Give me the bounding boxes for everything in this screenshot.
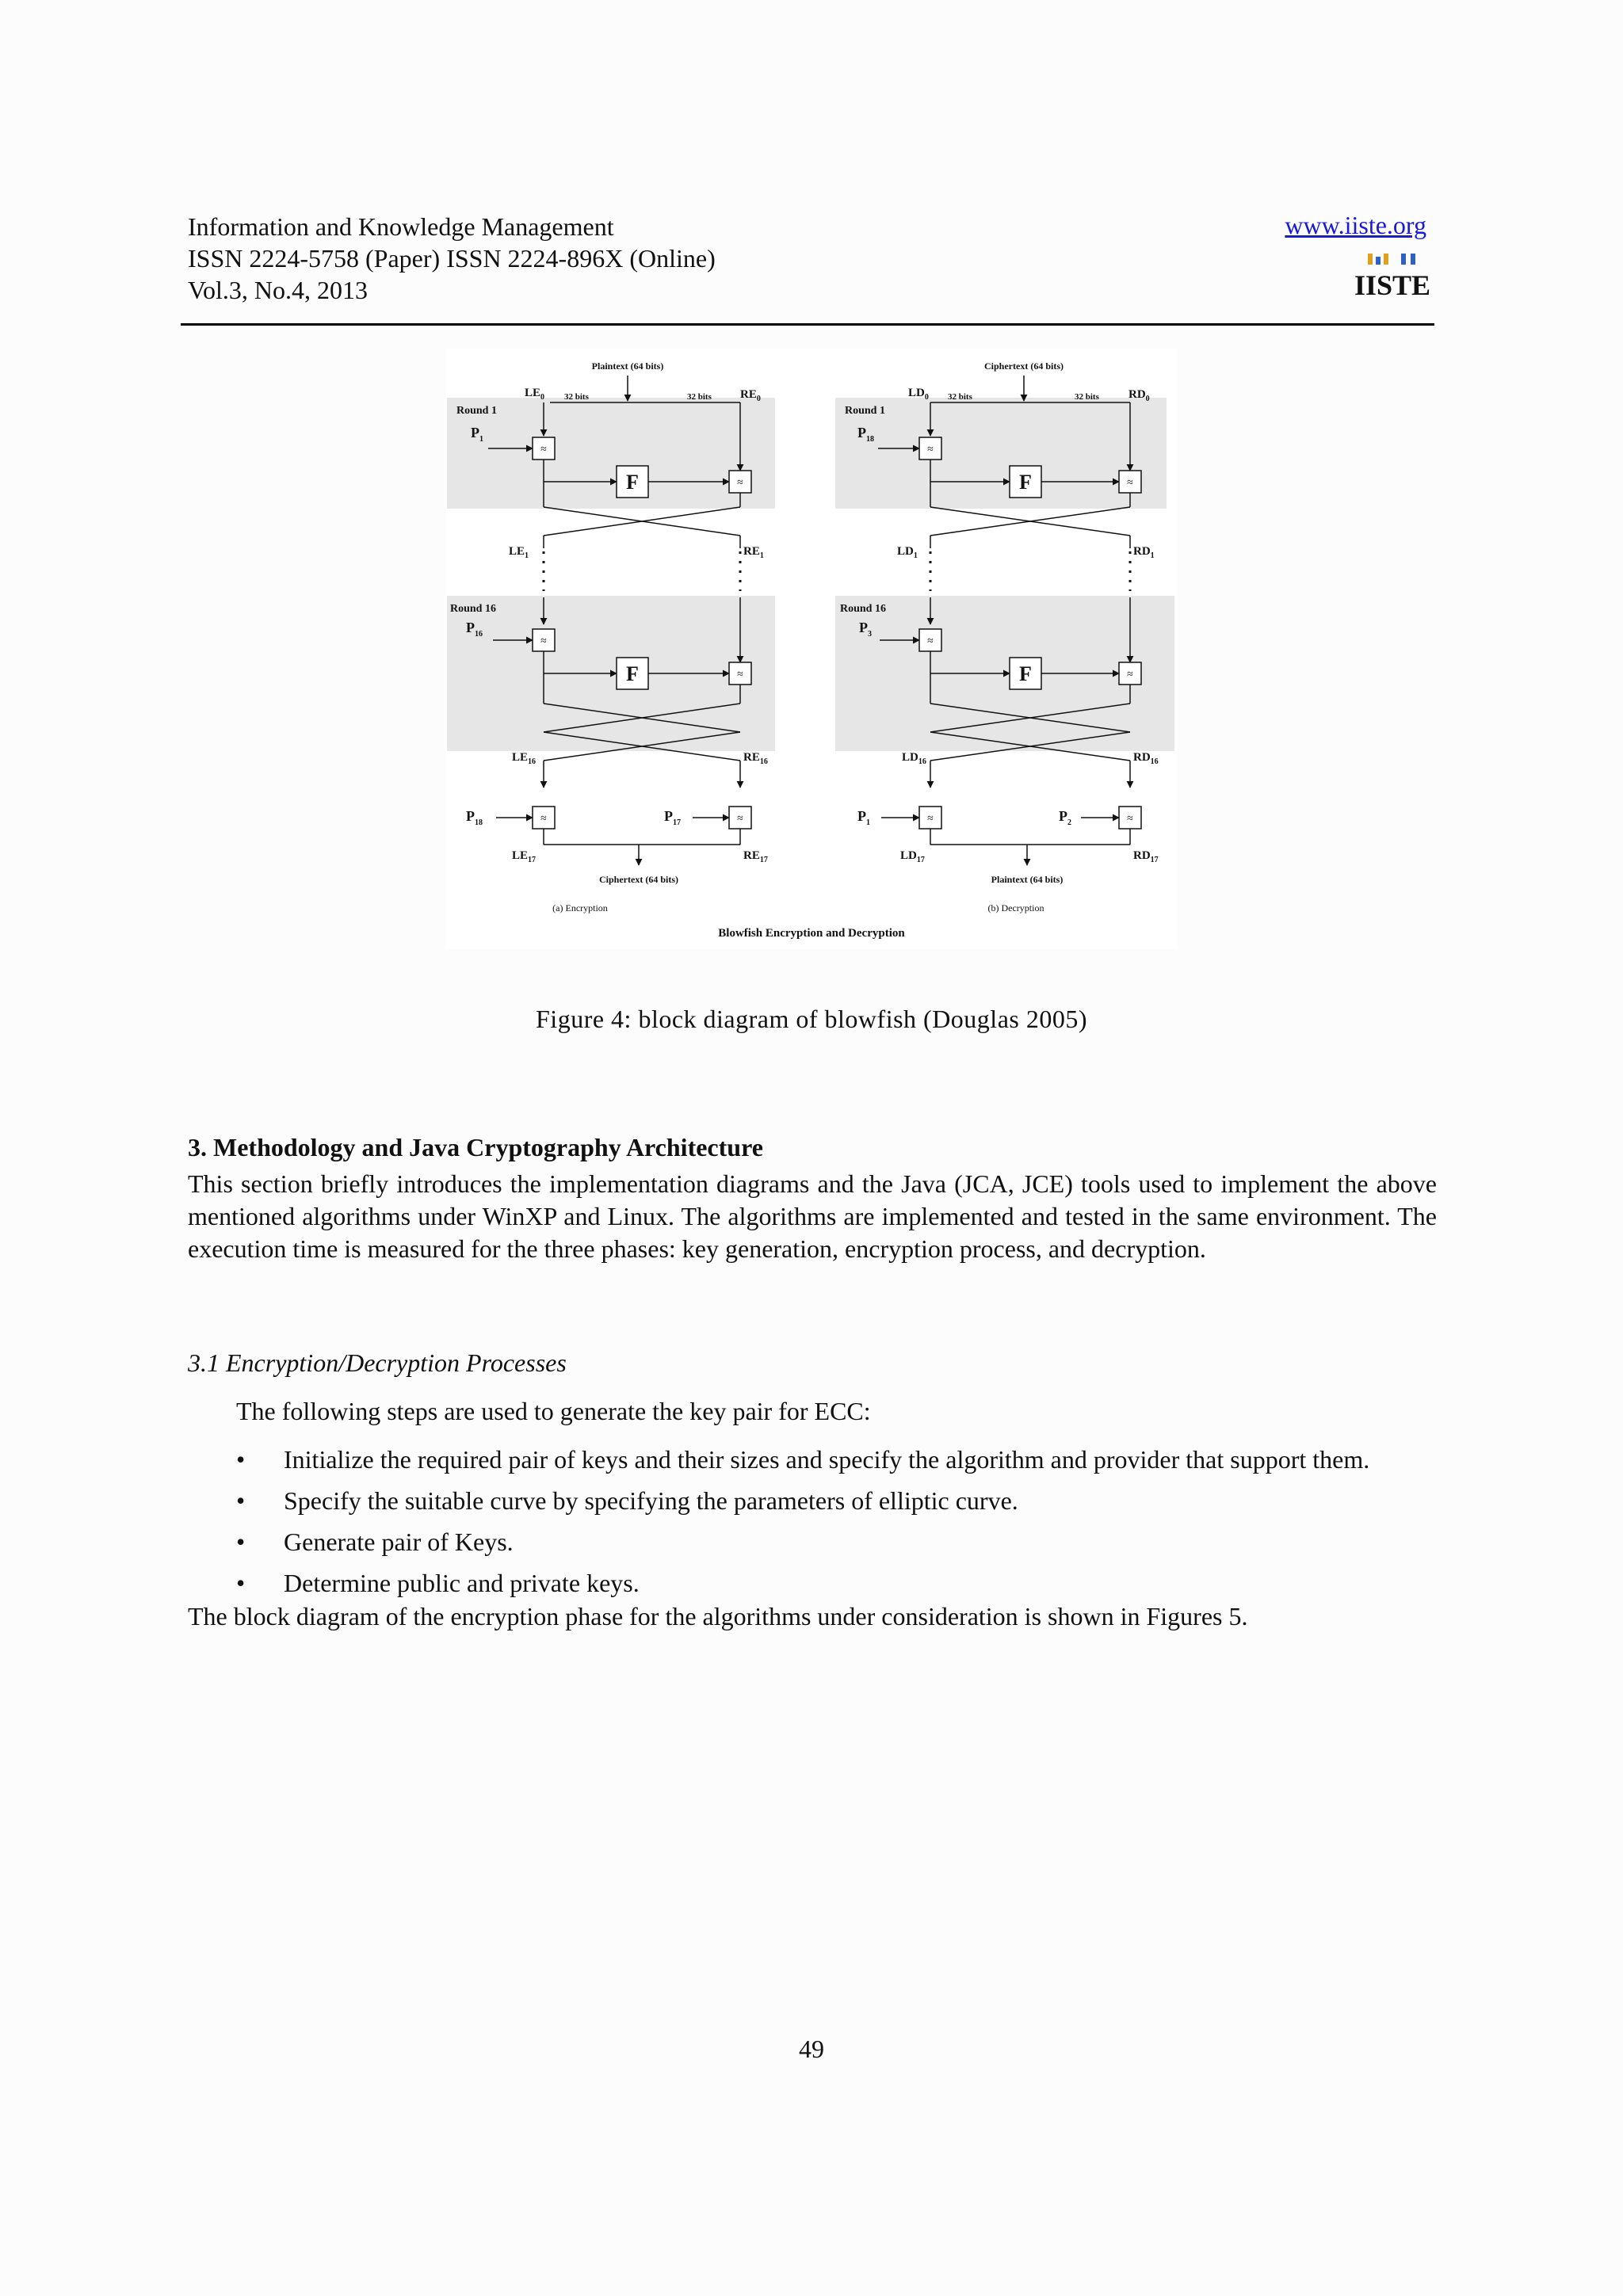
closing-sentence: The block diagram of the encryption phase for the algorithms under consideration is shown in Figures 5. bbox=[188, 1602, 1248, 1630]
list-item-text: Specify the suitable curve by specifying the parameters of elliptic curve. bbox=[284, 1486, 1018, 1515]
enc-xor-4-sym: ≈ bbox=[737, 669, 743, 681]
journal-url-link[interactable]: www.iiste.org bbox=[1285, 211, 1426, 239]
dec-out-right: $RD_{17}$ bbox=[1133, 849, 1159, 864]
logo-text: IISTE bbox=[1354, 269, 1431, 301]
dec-f-label-1: F bbox=[1019, 471, 1032, 494]
enc-xor-6-sym: ≈ bbox=[737, 813, 743, 825]
enc-r1-right: $RE_1$ bbox=[743, 545, 764, 560]
dec-xor-5-sym: ≈ bbox=[927, 813, 934, 825]
dec-top-right: $RD_0$ bbox=[1128, 388, 1150, 403]
enc-r1-left: $LE_1$ bbox=[509, 545, 529, 560]
subsection-heading: 3.1 Encryption/Decryption Processes bbox=[188, 1348, 567, 1377]
dec-r1-right: $RD_1$ bbox=[1133, 545, 1155, 560]
enc-r16-left: $LE_{16}$ bbox=[512, 751, 537, 766]
dec-xor-1-sym: ≈ bbox=[927, 444, 934, 456]
enc-out-left: $LE_{17}$ bbox=[512, 849, 537, 864]
dec-xor-3-sym: ≈ bbox=[927, 635, 934, 647]
dec-r16-right: $RD_{16}$ bbox=[1133, 751, 1159, 766]
enc-input-label: Plaintext (64 bits) bbox=[591, 360, 664, 372]
dec-out-left: $LD_{17}$ bbox=[900, 849, 925, 864]
enc-top-right: $RE_0$ bbox=[740, 388, 761, 403]
journal-title: Information and Knowledge Management bbox=[188, 212, 614, 241]
enc-key-round1: $P_1$ bbox=[471, 425, 483, 444]
enc-key-final-left: $P_{18}$ bbox=[466, 808, 483, 827]
dec-output-label: Plaintext (64 bits) bbox=[991, 874, 1064, 885]
section-heading: 3. Methodology and Java Cryptography Architecture bbox=[188, 1133, 763, 1161]
dec-xor-6-sym: ≈ bbox=[1127, 813, 1133, 825]
enc-key-final-right: $P_{17}$ bbox=[664, 808, 681, 827]
steps-intro: The following steps are used to generate the key pair for ECC: bbox=[236, 1397, 871, 1425]
dec-bits-right: 32 bits bbox=[1075, 392, 1099, 402]
dec-round1-label: Round 1 bbox=[845, 405, 885, 417]
header-rule bbox=[181, 323, 1434, 326]
enc-panel-label: (a) Encryption bbox=[552, 902, 608, 913]
bullet-icon: • bbox=[236, 1486, 246, 1515]
enc-r16-right: $RE_{16}$ bbox=[743, 751, 768, 766]
dec-key-final-left: $P_1$ bbox=[857, 808, 870, 827]
enc-round1-label: Round 1 bbox=[456, 405, 497, 417]
volume-line: Vol.3, No.4, 2013 bbox=[188, 276, 368, 304]
dec-round16-label: Round 16 bbox=[840, 603, 886, 615]
enc-xor-3-sym: ≈ bbox=[540, 635, 547, 647]
enc-round16-label: Round 16 bbox=[450, 603, 496, 615]
bullet-icon: • bbox=[236, 1569, 246, 1597]
enc-out-right: $RE_{17}$ bbox=[743, 849, 768, 864]
dec-key-final-right: $P_2$ bbox=[1059, 808, 1071, 827]
dec-r1-left: $LD_1$ bbox=[897, 545, 918, 560]
iiste-logo bbox=[1354, 250, 1431, 303]
dec-input-label: Ciphertext (64 bits) bbox=[984, 360, 1064, 372]
list-item-text: Generate pair of Keys. bbox=[284, 1527, 514, 1556]
page-number: 49 bbox=[799, 2035, 824, 2063]
dec-f-label-16: F bbox=[1019, 662, 1032, 685]
dec-panel-label: (b) Decryption bbox=[987, 902, 1044, 913]
logo-bar-4 bbox=[1401, 254, 1406, 265]
enc-f-label-16: F bbox=[626, 662, 639, 685]
list-item-text: Determine public and private keys. bbox=[284, 1569, 640, 1597]
dec-top-left: $LD_0$ bbox=[908, 387, 929, 402]
bullet-icon: • bbox=[236, 1445, 246, 1474]
figure-inner-title: Blowfish Encryption and Decryption bbox=[718, 927, 905, 940]
enc-output-label: Ciphertext (64 bits) bbox=[599, 874, 678, 885]
enc-xor-5-sym: ≈ bbox=[540, 813, 547, 825]
dec-xor-4-sym: ≈ bbox=[1127, 669, 1133, 681]
enc-top-left: $LE_0$ bbox=[525, 387, 545, 402]
dec-key-round1: $P_{18}$ bbox=[857, 425, 874, 444]
dec-xor-2-sym: ≈ bbox=[1127, 477, 1133, 489]
issn-line: ISSN 2224-5758 (Paper) ISSN 2224-896X (Online) bbox=[188, 244, 716, 273]
logo-bar-1 bbox=[1368, 254, 1373, 265]
enc-xor-1-sym: ≈ bbox=[540, 444, 547, 456]
logo-bar-2 bbox=[1376, 257, 1381, 265]
logo-bar-5 bbox=[1411, 254, 1415, 265]
enc-xor-2-sym: ≈ bbox=[737, 477, 743, 489]
enc-bits-right: 32 bits bbox=[687, 392, 712, 402]
bullet-icon: • bbox=[236, 1527, 246, 1556]
section-paragraph: This section briefly introduces the implementation diagrams and the Java (JCA, JCE) tools used to implement the above mentioned algorithms under WinXP and Linux. The algorithms are implemented and tested in the same environment. The execution time is measured for the three phases: key generation, encryption process, and decryption. bbox=[188, 1169, 1437, 1263]
figure-caption: Figure 4: block diagram of blowfish (Douglas 2005) bbox=[536, 1005, 1087, 1033]
dec-r16-left: $LD_{16}$ bbox=[902, 751, 926, 766]
enc-bits-left: 32 bits bbox=[564, 392, 589, 402]
blowfish-block-diagram bbox=[445, 349, 1178, 949]
enc-f-label-1: F bbox=[626, 471, 639, 494]
enc-key-round16: $P_{16}$ bbox=[466, 620, 483, 639]
list-item-text: Initialize the required pair of keys and their sizes and specify the algorithm and provider that support them. bbox=[284, 1445, 1370, 1474]
dec-key-round16: $P_3$ bbox=[859, 620, 872, 639]
logo-bar-3 bbox=[1384, 254, 1388, 265]
dec-bits-left: 32 bits bbox=[948, 392, 972, 402]
